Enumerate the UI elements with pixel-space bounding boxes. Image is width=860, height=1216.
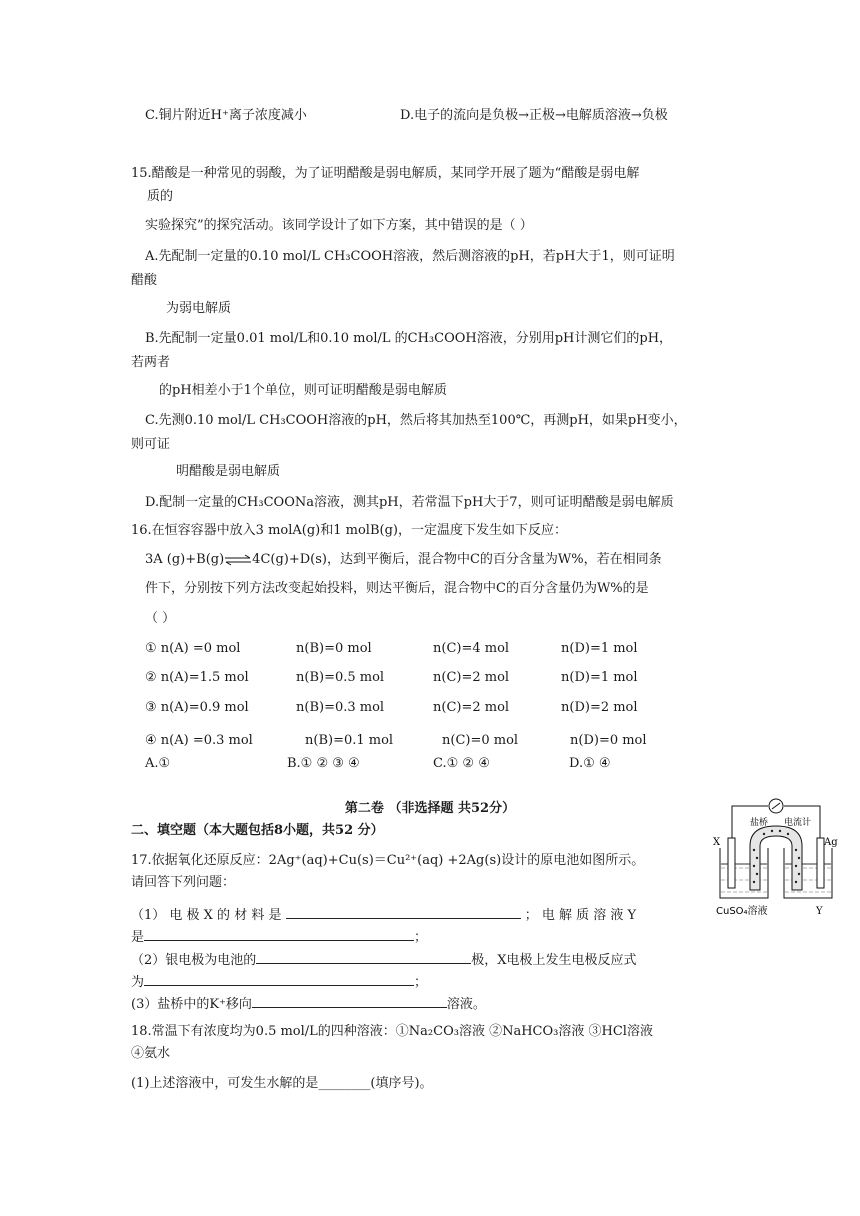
- option-c-text: C.铜片附近H⁺离子浓度减小: [145, 108, 307, 123]
- equilibrium-arrow-icon: [224, 554, 252, 566]
- table-cell: n(B)=0.5 mol: [296, 670, 385, 685]
- table-cell: n(D)=1 mol: [561, 670, 638, 685]
- q15-option-c: C.先测0.10 mol/L CH₃COOH溶液的pH，然后将其加热至100℃，再测pH，如果pH变小，: [145, 413, 687, 428]
- table-row: [145, 641, 705, 659]
- q17-part1: （1） 电 极 X 的 材 料 是 ； 电 解 质 溶 液 Y: [131, 904, 636, 925]
- table-cell: n(D)=0 mol: [570, 733, 647, 748]
- label-salt-bridge: 盐桥: [750, 818, 769, 828]
- q15-option-a-wrap: 醋酸: [131, 273, 158, 288]
- q17-part3: (3）盐桥中的K⁺移向 溶液。: [131, 993, 486, 1014]
- q16-option-c: C.① ② ④: [433, 756, 490, 771]
- table-cell: n(C)=4 mol: [433, 641, 510, 656]
- answer-blank[interactable]: [144, 926, 414, 941]
- q17-part2-cont: 为 ；: [131, 971, 427, 992]
- option-d-text: D.电子的流向是负极→正极→电解质溶液→负极: [400, 108, 668, 123]
- table-cell: n(C)=0 mol: [442, 733, 519, 748]
- table-cell: n(B)=0.3 mol: [296, 700, 385, 715]
- q15-stem-wrap: 质的: [147, 189, 174, 204]
- table-cell: ③ n(A)=0.9 mol: [145, 700, 249, 715]
- label-cuso4: CuSO₄溶液: [716, 906, 768, 917]
- q16-option-a: A.①: [145, 756, 171, 771]
- table-cell: n(B)=0 mol: [296, 641, 372, 656]
- q17-part1-cont: 是 ；: [131, 926, 427, 947]
- q16-stem-cont: 件下，分别按下列方法改变起始投料，则达平衡后，混合物中C的百分含量仍为W%的是: [145, 581, 649, 596]
- q15-option-a: A.先配制一定量的0.10 mol/L CH₃COOH溶液，然后测溶液的pH，若pH大于1，则可证明: [145, 249, 675, 264]
- left-beaker: [720, 848, 768, 898]
- answer-blank[interactable]: [252, 993, 447, 1008]
- equation-reactants: 3A (g)+B(g): [145, 552, 225, 567]
- q17-stem: 17.依据氧化还原反应：2Ag⁺(aq)+Cu(s)＝Cu²⁺(aq) +2Ag(s)设计的原电池如图所示。: [131, 853, 645, 868]
- table-row: [145, 700, 705, 718]
- q17-part2: （2）银电极为电池的 极，X电极上发生电极反应式: [131, 949, 637, 970]
- galvanic-cell-diagram: [712, 798, 840, 920]
- table-cell: n(C)=2 mol: [433, 670, 510, 685]
- label-galvanometer: 电流计: [784, 818, 812, 828]
- answer-blank[interactable]: [256, 949, 471, 964]
- q16-options: [145, 756, 705, 774]
- label-x: X: [713, 837, 721, 848]
- sub-section-title: 二、填空题（本大题包括8小题，共52 分）: [131, 823, 384, 838]
- table-cell: n(D)=2 mol: [561, 700, 638, 715]
- electrode-ag: [817, 838, 824, 888]
- q15-option-b-wrap: 若两者: [131, 355, 171, 370]
- q15-option-c-wrap: 则可证: [131, 437, 171, 452]
- q16-stem: 16.在恒容容器中放入3 molA(g)和1 molB(g)，一定温度下发生如下反应：: [131, 523, 567, 538]
- q18-stem: 18.常温下有浓度均为0.5 mol/L的四种溶液：①Na₂CO₃溶液 ②NaHCO₃溶液 ③HCl溶液: [131, 1024, 653, 1039]
- electrode-x: [728, 838, 735, 888]
- q15-option-b: B.先配制一定量0.01 mol/L和0.10 mol/L 的CH₃COOH溶液，分别用pH计测它们的pH，: [145, 331, 673, 346]
- q16-equation: [145, 551, 662, 569]
- q18-part1: (1)上述溶液中，可发生水解的是________(填序号)。: [131, 1076, 433, 1091]
- table-cell: ④ n(A) =0.3 mol: [145, 733, 253, 748]
- equation-products: 4C(g)+D(s)，达到平衡后，混合物中C的百分含量为W%，若在相同条: [252, 552, 662, 567]
- table-cell: n(D)=1 mol: [561, 641, 638, 656]
- q15-option-b-cont: 的pH相差小于1个单位，则可证明醋酸是弱电解质: [159, 383, 447, 398]
- q18-stem-wrap: ④氨水: [131, 1046, 171, 1061]
- label-ag: Ag: [824, 837, 838, 848]
- table-cell: ① n(A) =0 mol: [145, 641, 241, 656]
- q15-option-a-cont: 为弱电解质: [166, 301, 232, 316]
- answer-blank[interactable]: [144, 971, 414, 986]
- section-title: 第二卷 （非选择题 共52分）: [344, 801, 516, 816]
- table-row: [145, 670, 705, 688]
- table-cell: n(B)=0.1 mol: [305, 733, 394, 748]
- q15-option-c-cont: 明醋酸是弱电解质: [176, 464, 281, 479]
- q15-stem-cont: 实验探究”的探究活动。该同学设计了如下方案，其中错误的是（ ）: [145, 218, 533, 233]
- q16-blank: （ ）: [145, 611, 176, 626]
- q16-option-b: B.① ② ③ ④: [287, 756, 360, 771]
- label-y: Y: [816, 906, 823, 917]
- q15-option-d: D.配制一定量的CH₃COONa溶液，测其pH，若常温下pH大于7，则可证明醋酸是弱电解质: [145, 495, 674, 510]
- table-cell: n(C)=2 mol: [433, 700, 510, 715]
- answer-blank[interactable]: [286, 904, 521, 919]
- table-row: [145, 733, 705, 751]
- q17-prompt: 请回答下列问题：: [131, 875, 236, 890]
- right-beaker: [784, 848, 832, 898]
- table-cell: ② n(A)=1.5 mol: [145, 670, 249, 685]
- q16-option-d: D.① ④: [569, 756, 611, 771]
- q15-stem: 15.醋酸是一种常见的弱酸，为了证明醋酸是弱电解质，某同学开展了题为“醋酸是弱电解: [131, 166, 640, 181]
